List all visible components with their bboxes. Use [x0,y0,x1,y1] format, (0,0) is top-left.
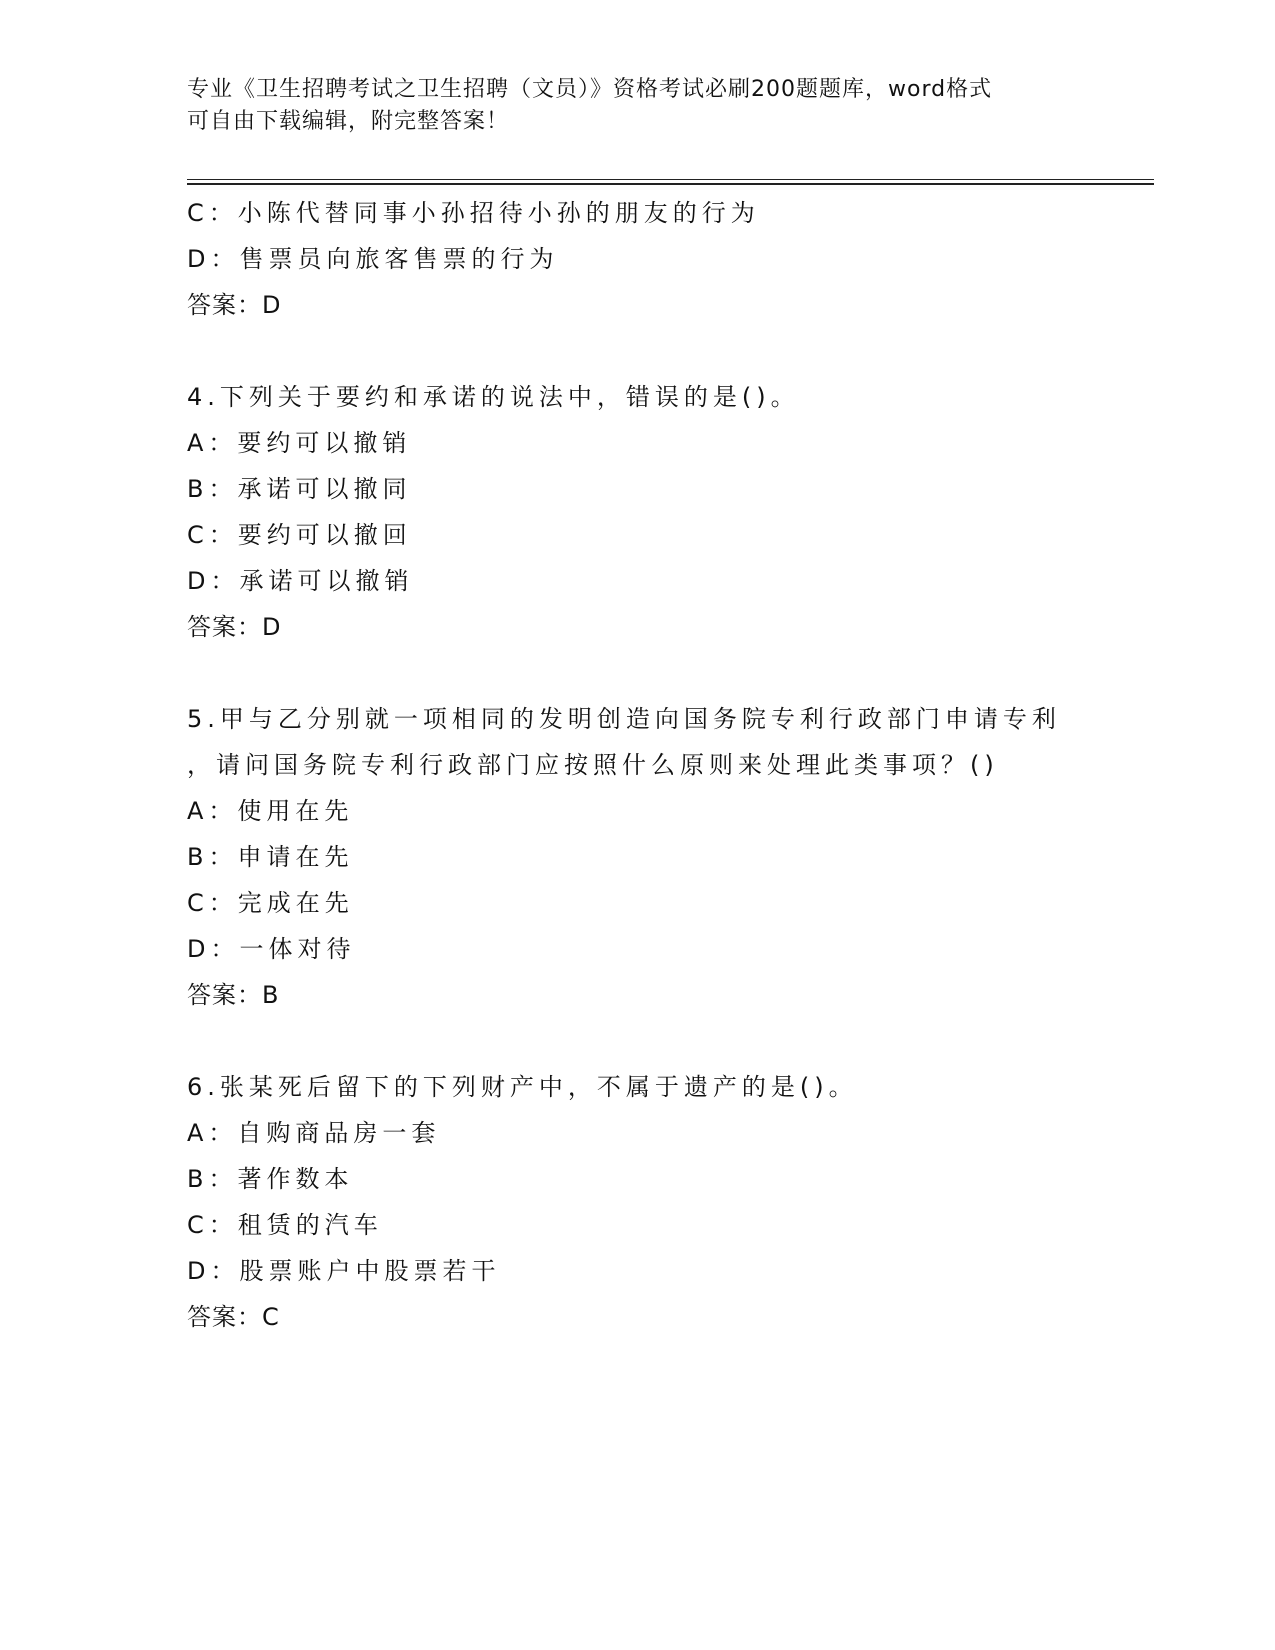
option-text: 售票员向旅客售票的行为 [239,245,559,273]
answer-line: 答案：D [187,613,282,641]
option-letter: D： [187,245,240,273]
option-d [187,926,1087,972]
question-3-partial [187,190,1087,328]
option-text: 股票账户中股票若干 [239,1257,501,1285]
option-letter: C： [187,199,238,227]
option-text: 要约可以撤销 [237,429,412,457]
option-letter: A： [187,429,238,457]
option-b [187,466,1087,512]
option-letter: D： [187,1257,240,1285]
question-6 [187,1064,1087,1340]
spacer [187,1018,1087,1064]
option-c [187,1202,1087,1248]
option-text: 要约可以撤回 [237,521,412,549]
question-4 [187,374,1087,650]
question-stem-line-1: 5.甲与乙分别就一项相同的发明创造向国务院专利行政部门申请专利 [187,705,1061,733]
option-letter: C： [187,1211,238,1239]
option-a [187,1110,1087,1156]
answer-line: 答案：D [187,291,282,319]
question-stem: 4.下列关于要约和承诺的说法中，错误的是()。 [187,383,800,411]
question-stem: 6.张某死后留下的下列财产中，不属于遗产的是()。 [187,1073,858,1101]
option-letter: C： [187,889,238,917]
option-a [187,420,1087,466]
option-letter: D： [187,935,240,963]
option-b [187,834,1087,880]
option-letter: D： [187,567,240,595]
option-b [187,1156,1087,1202]
option-text: 承诺可以撤销 [239,567,414,595]
spacer [187,328,1087,374]
option-text: 著作数本 [237,1165,354,1193]
option-c [187,880,1087,926]
option-d [187,236,1087,282]
question-stem-line-2: ，请问国务院专利行政部门应按照什么原则来处理此类事项？() [187,751,999,779]
answer-line: 答案：C [187,1303,280,1331]
option-d [187,1248,1087,1294]
option-text: 完成在先 [237,889,354,917]
header-divider-thick [187,183,1154,185]
option-letter: B： [187,475,238,503]
option-c [187,190,1087,236]
document-header [187,74,1087,138]
question-list [187,190,1087,1340]
spacer [187,650,1087,696]
option-text: 申请在先 [237,843,354,871]
question-5 [187,696,1087,1018]
option-text: 租赁的汽车 [237,1211,383,1239]
header-line-2: 可自由下载编辑，附完整答案！ [187,109,510,134]
option-c [187,512,1087,558]
option-letter: A： [187,1119,238,1147]
option-letter: A： [187,797,238,825]
header-divider-thin [187,179,1154,180]
option-d [187,558,1087,604]
option-text: 承诺可以撤同 [237,475,412,503]
option-text: 自购商品房一套 [237,1119,441,1147]
option-text: 一体对待 [239,935,356,963]
option-text: 使用在先 [237,797,354,825]
answer-line: 答案：B [187,981,280,1009]
option-text: 小陈代替同事小孙招待小孙的朋友的行为 [237,199,760,227]
option-letter: B： [187,843,238,871]
option-letter: C： [187,521,238,549]
option-letter: B： [187,1165,238,1193]
option-a [187,788,1087,834]
header-line-1: 专业《卫生招聘考试之卫生招聘（文员）》资格考试必刷200题题库，word格式 [187,77,993,102]
